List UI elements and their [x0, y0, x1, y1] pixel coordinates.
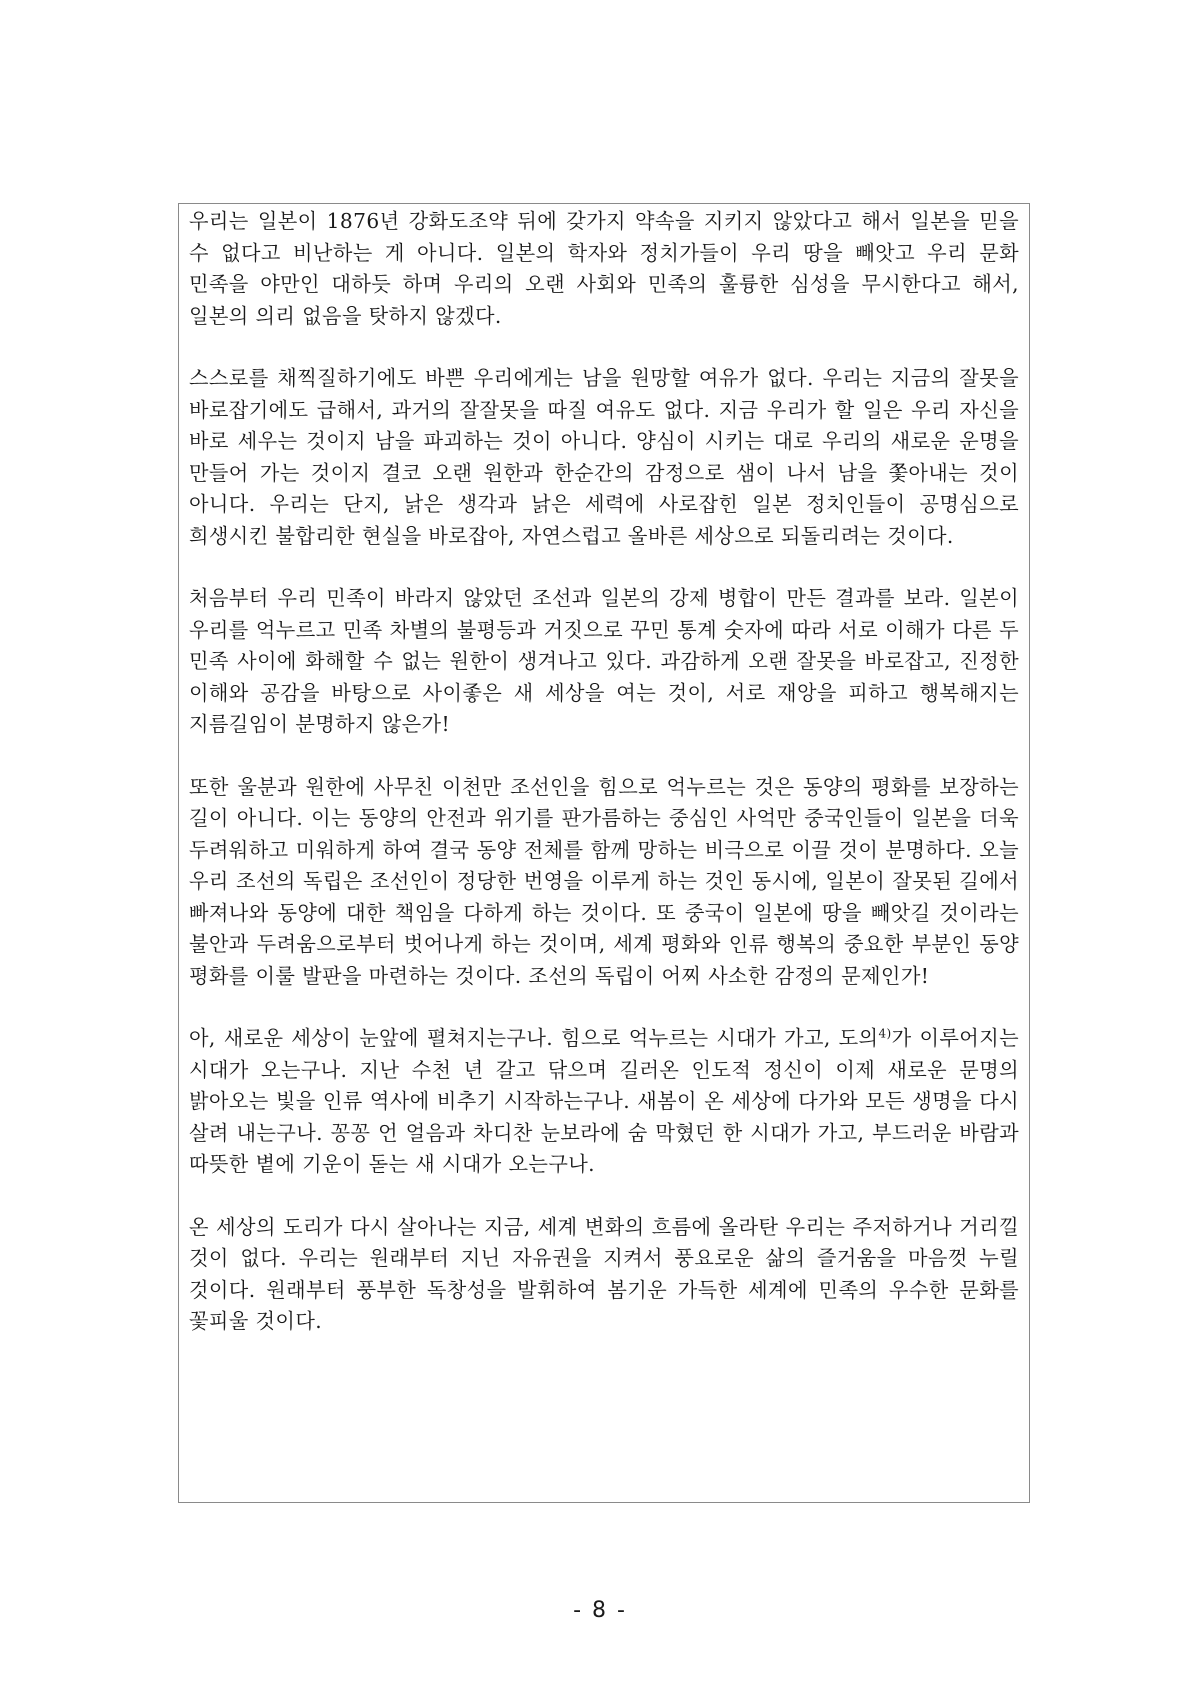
text-box — [178, 203, 1030, 1503]
paragraph-3: 처음부터 우리 민족이 바라지 않았던 조선과 일본의 강제 병합이 만든 결과를 보라. 일본이 우리를 억누르고 민족 차별의 불평등과 거짓으로 꾸민 통계 숫자에 따라 서로 이해가 다른 두 민족 사이에 화해할 수 없는 원한이 생겨나고 있다. 과감하게 오랜 잘못을 바로잡고, 진정한 이해와 공감을 바탕으로 사이좋은 새 세상을 여는 것이, 서로 재앙을 피하고 행복해지는 지름길임이 분명하지 않은가! — [189, 586, 1019, 736]
footnote-marker: 4) — [878, 1026, 892, 1041]
paragraph-5 — [189, 1023, 1019, 1181]
paragraph-4: 또한 울분과 원한에 사무친 이천만 조선인을 힘으로 억누르는 것은 동양의 평화를 보장하는 길이 아니다. 이는 동양의 안전과 위기를 판가름하는 중심인 사억만 중국인들이 일본을 더욱 두려워하고 미워하게 하여 결국 동양 전체를 함께 망하는 비극으로 이끌 것이 분명하다. 오늘 우리 조선의 독립은 조선인이 정당한 번영을 이루게 하는 것인 동시에, 일본이 잘못된 길에서 빠져나와 동양에 대한 책임을 다하게 하는 것이다. 또 중국이 일본에 땅을 빼앗길 것이라는 불안과 두려움으로부터 벗어나게 하는 것이며, 세계 평화와 인류 행복의 중요한 부분인 동양 평화를 이룰 발판을 마련하는 것이다. 조선의 독립이 어찌 사소한 감정의 문제인가! — [189, 774, 1019, 988]
paragraph-2: 스스로를 채찍질하기에도 바쁜 우리에게는 남을 원망할 여유가 없다. 우리는 지금의 잘못을 바로잡기에도 급해서, 과거의 잘잘못을 따질 여유도 없다. 지금 우리가 할 일은 우리 자신을 바로 세우는 것이지 남을 파괴하는 것이 아니다. 양심이 시키는 대로 우리의 새로운 운명을 만들어 가는 것이지 결코 오랜 원한과 한순간의 감정으로 샘이 나서 남을 쫓아내는 것이 아니다. 우리는 단지, 낡은 생각과 낡은 세력에 사로잡힌 일본 정치인들이 공명심으로 희생시킨 불합리한 현실을 바로잡아, 자연스럽고 올바른 세상으로 되돌리려는 것이다. — [189, 366, 1019, 548]
paragraph-6: 온 세상의 도리가 다시 살아나는 지금, 세계 변화의 흐름에 올라탄 우리는 주저하거나 거리낄 것이 없다. 우리는 원래부터 지닌 자유권을 지켜서 풍요로운 삶의 즐거움을 마음껏 누릴 것이다. 원래부터 풍부한 독창성을 발휘하여 봄기운 가득한 세계에 민족의 우수한 문화를 꽃피울 것이다. — [189, 1214, 1019, 1333]
paragraph-1: 우리는 일본이 1876년 강화도조약 뒤에 갖가지 약속을 지키지 않았다고 해서 일본을 믿을 수 없다고 비난하는 게 아니다. 일본의 학자와 정치가들이 우리 땅을 빼앗고 우리 문화 민족을 야만인 대하듯 하며 우리의 오랜 사회와 민족의 훌륭한 심성을 무시한다고 해서, 일본의 의리 없음을 탓하지 않겠다. — [189, 209, 1019, 328]
page-number: - 8 - — [573, 1598, 627, 1623]
paragraph-5-text-end: 가 이루어지는 시대가 오는구나. 지난 수천 년 갈고 닦으며 길러온 인도적 정신이 이제 새로운 문명의 밝아오는 빛을 인류 역사에 비추기 시작하는구나. 새봄이 온 세상에 다가와 모든 생명을 다시 살려 내는구나. 꽁꽁 언 얼음과 차디찬 눈보라에 숨 막혔던 한 시대가 가고, 부드러운 바람과 따뜻한 볕에 기운이 돋는 새 시대가 오는구나. — [189, 1026, 1019, 1176]
paragraph-5-text-start: 아, 새로운 세상이 눈앞에 펼쳐지는구나. 힘으로 억누르는 시대가 가고, 도의 — [189, 1026, 879, 1050]
